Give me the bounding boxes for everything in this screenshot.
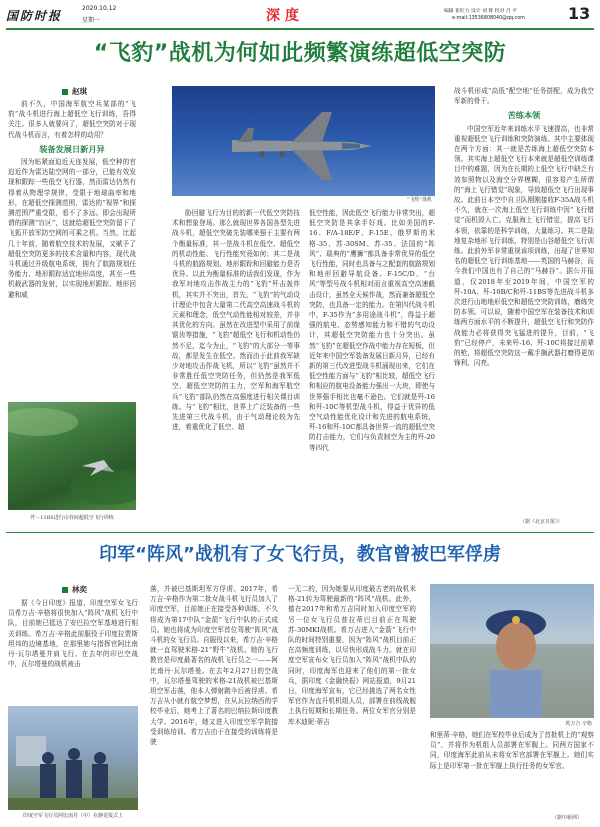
article2-col4-body: 和里蒂·辛格，她们在军校毕业后成为了首批机上的“观察员”，并将作为机组人员部署在军舰上。同两方国家不同，印度海军此前从未将女军官部署在军舰上。她们实际上是印军第一批在军舰上执行任务的女军官。 [430, 731, 594, 770]
article1-col4-body: 中国空军近年来训练水平飞速提高，也非常重视超低空飞行训练和突防演练。其中主要体现在两个方面：其一就是苦练海上超低空突防本领。其实海上超低空飞行本来就是超低空训练课目中的难题，因为在长期的上低空飞行中缺乏有效参照物以及海空分界模糊，很容易产生所谓的“海上飞行错觉”现象，导致超低空飞行出现事故。此前日本空中自卫队刚刚接收F-35A战斗机不久，就在一次海上低空飞行训练中因“飞行错觉”而机毁人亡。克服海上飞行错觉，提高飞行本领，依靠的是科学训练，大量练习。其二是陆地复杂地形飞行训练，特别是山谷超低空飞行训练。此前外军非常重视该项训练，出现了世界知名的超低空飞行训练基地——英国的马赫谷，而今我们中国也有了自己的“马赫谷”。据公开报道，仅2018年至2019年间，中国空军的歼-10A、歼-10B/C和歼-11BS等先进战斗机多次进行山地地形低空和超低空突防训练，磨练突防本领。可以说，随着中国空军在装备技术和训练两方面水平的不断提升，超低空飞行和突防作战能力必将获得突飞猛进的提升，目前，“飞豹”已经停产，未来歼-16、歼-10C将接过前辈的枪，将超低空突防这一戴手搁武器打磨得更加锋利、闪亮。 [454, 124, 594, 368]
article1-photo-sky-jet [172, 86, 435, 196]
article2-col1-body: 据《今日印度》报道，印度空军女飞行员希万吉·辛格将很快加入“阵风”战机飞行中队，目前她已抵达了安巴拉空军基地进行相关训练。希万吉·辛格此前服役于印度拉贾斯坦邦的边境基地，在那里她与指挥官阿比南丹·瓦尔塔曼并肩飞行。在去年的印巴空战中，瓦尔塔曼的战机被击 [8, 599, 138, 669]
article1-photo-caption: “飞豹”战机 [406, 197, 432, 203]
article1-photo2-caption: 歼－11BS进行山谷间超低空飞行训练 [30, 515, 114, 521]
article1-column-4 [454, 86, 594, 518]
article2-column-1 [8, 598, 138, 700]
issue-weekday: 星期一 [82, 17, 101, 24]
article2-source: （据中新网） [552, 815, 583, 821]
article2-photo-caption: 印度空军飞行员阿比南丹（中）在静觉报式上 [22, 813, 123, 819]
article-separator [6, 532, 594, 533]
article2-column-4 [430, 730, 594, 814]
article1-subhead-training: 苦练本领 [507, 110, 541, 121]
article1-col1-body: 因为贴紧面迫近天连发展，低空种的官迫近作为雷达陆空网的一部分，已能有效发现和跟踪一些低空飞行器，然而雷达仍然有得着从物理学规律，受限于地球曲率和地形，在超低空探测范围，雷达的“视界”和探测范围严重受限，看不了多远。即会出现所谓的探测“盲区”，这就给超低空突防留下了飞狐开放军防空网的可乘之机。当然，比起几十年前，随着航空技术的发展，又赋予了超低空突防更多的技术含量和内容，现代战斗机通过升级航电系统，拥有了航路规划任务能力、地形跟踪适宜地形高度，甚至一些机载武器的发射，以实现地形跟踪、地形回避和威 [8, 158, 136, 299]
article2-col3-body: 一无二的，因为她要从印度最古老的战机米格-21转为驾驶最新的“阵风”战机。此外，德在2017年和希万吉同时加入印度空军的另一位女飞行员普拉蒂巴目前正在驾驶苏-30MKI战机。希万吉进入“金箭”飞行中队的时间特别重要，因为“阵风”战机目前正在高频度训练，以尽快形成战斗力。就在印度空军宣布女飞行员加入“阵风”战机中队的同时，印度海军也迎来了他们的第一批女兵，据印度《金融快报》网站报道，9月21日，印度海军宣布，它已经挑选了两名女性军官作为直升机机组人员，部署在前线战舰上执行短期和长期任务。两位女军官分别是库木迪妮·蒂吉 [288, 585, 416, 726]
issue-date: 2020.10.12 [82, 5, 117, 12]
people-icon [8, 706, 138, 810]
contact-email: e-mail:13536808040@qq.com [452, 16, 525, 21]
fighter-jet-icon [8, 402, 136, 510]
article1-headline: “飞豹”战机为何如此频繁演练超低空突防 [93, 41, 507, 66]
article1-subhead-equipment: 装备发展日新月异 [39, 143, 105, 154]
article1-column-2 [172, 208, 300, 524]
article1-col3-body: 低空性能，因此低空飞行能力非常突出，超低空突防是其拿手好戏。比如美国的F-16、F/A-18E/F、F-15E、俄罗斯的米格-35、苏-30SM、苏-35、法国的“阵风”、瑞典的“鹰狮”都具备非常优异的低空飞行性能，同时也具备与之配套的航路规划和地形回避导航设备。F-15C/D、“台风”等型号战斗机相对而言重视高空高速截击设计，虽然全天候作战，然而兼备超低空突防，也具备一定的能力。在第四代战斗机中，F-35作为“多用途战斗机”，得益于超强的航电、态势感知能力和不错的气动设计，其超低空突防能力也十分突出。虽然“飞豹”在超低空作战中能力存在短板，但近年来中国空军装备发展日新月异，已经有新的第三代改进型战斗机涌现出来，它们在低空性能方面与“飞豹”相比较，超低空飞行和相应的航电设备能力强出一大块，即使与世界强手相比也毫不逊色。它们就是歼-16和歼-10C等机型战斗机，得益于优异的低空气动性能优化设计和先进的航电系统，歼-16和歼-10C都具备世界一流的超低空突防打击能力，它们与负责制空为主的歼-20等四代 [309, 209, 435, 452]
page-number: 13 [568, 4, 591, 23]
masthead [6, 4, 594, 26]
article2-photo-portrait [430, 584, 594, 718]
pilot-portrait-icon [430, 584, 594, 718]
article2-author: 林奕 [62, 584, 87, 595]
article2-column-3 [288, 584, 416, 820]
article1-intro: 前不久，中国海军航空兵某部的“飞豹”战斗机进行海上超低空飞行训练，吾得关注。很多人就要问了，超低空突防对于现代战斗机而言，有着怎样的动用？ [8, 100, 136, 139]
newspaper-logo: 国防时报 [6, 9, 63, 23]
article1-col4-intro: 战斗机形成“高低”配空地“任务搭配，成为我空军新的骨干。 [454, 87, 594, 106]
article2-photo2-caption: 希万吉·辛格 [565, 721, 592, 727]
article1-col2-body: 胁回避飞行为目的的新一代低空突防技术和想象登场。那么就现世界各国各型先进战斗机，超低空突破先装哪来强于主要有两个衡量标准，其一是战斗机在低空、超低空的机动性能、飞行性能究竟如何；其二是战斗机的航路规划、地形跟踪和回避能力是否优异。以此为衡量标准的话我们发现，作为我军对地攻击作战主力的“飞豹”歼击轰炸机，其实并不突出，首先，“飞豹”的气动设计理论中包含大量第二代高空高速战斗机的元素和理念，低空气动性能相对较差，并非其优化的方向。虽然在改进型中采用了前缘锯齿等措施，“飞豹”超低空飞行和机动性仍然不足，迄今为止，“飞豹”的大部分一等事故，都是发生在低空。然而由于此前我军缺少对地攻击作战飞机，所以“飞豹”虽然并不非常胜任低空突防任务，但仍然是我军低空、超低空突防的主力，空军和海军航空兵“飞豹”部队仍然在高强度进行相关课目训练。与“飞豹”相比，世界上广泛装备的一些先进第三代战斗机，由于气动理论较为先进，着重优化了低空、超 [172, 209, 300, 432]
article1-source: （据《北京日报》） [520, 519, 563, 525]
section-title: 深度 [266, 8, 304, 24]
editor-line: 编辑 崔红力 设计 刘 辉 校对 吕 平 [444, 9, 518, 14]
article1-author: 赵琪 [62, 86, 87, 97]
article2-col2-body: 落，并被巴基斯坦军方俘虏。2017年，希万吉·辛格作为第二批女战斗机飞行员加入了印度空军，目前她正在接受各种训练，不久将成为第17中队“金箭”飞行中队的正式成员。她也将成为印度空军首位驾驶“阵风”战斗机的女飞行员。自服役以来，希万吉·辛格就一直驾驶米格-21“野牛”战机。她的飞行教官是印度最著名的战机飞行员之一——阿比南丹·瓦尔塔曼。在去年2月27日的空战中，瓦尔塔曼驾驶的米格-21战机被巴基斯坦空军击落，他本人弹射跳伞后被俘虏。希万吉从小就有航空梦想，在从瓦拉纳西的学校毕业后，她考上了著名的巴纳拉斯印度教大学。2016年，她又进入印度空军学院接受训练培训。希万吉由于在接受的训练将是驶 [150, 585, 278, 747]
article1-column-1 [8, 99, 136, 389]
jet-silhouette-icon [172, 86, 435, 196]
header-rule [6, 28, 594, 30]
article2-column-2 [150, 584, 278, 820]
article1-column-3 [309, 208, 435, 524]
article1-photo-forest-jet [8, 402, 136, 510]
article2-headline: 印军“阵风”战机有了女飞行员，教官曾被巴军俘虏 [99, 544, 501, 565]
article2-photo-group [8, 706, 138, 810]
